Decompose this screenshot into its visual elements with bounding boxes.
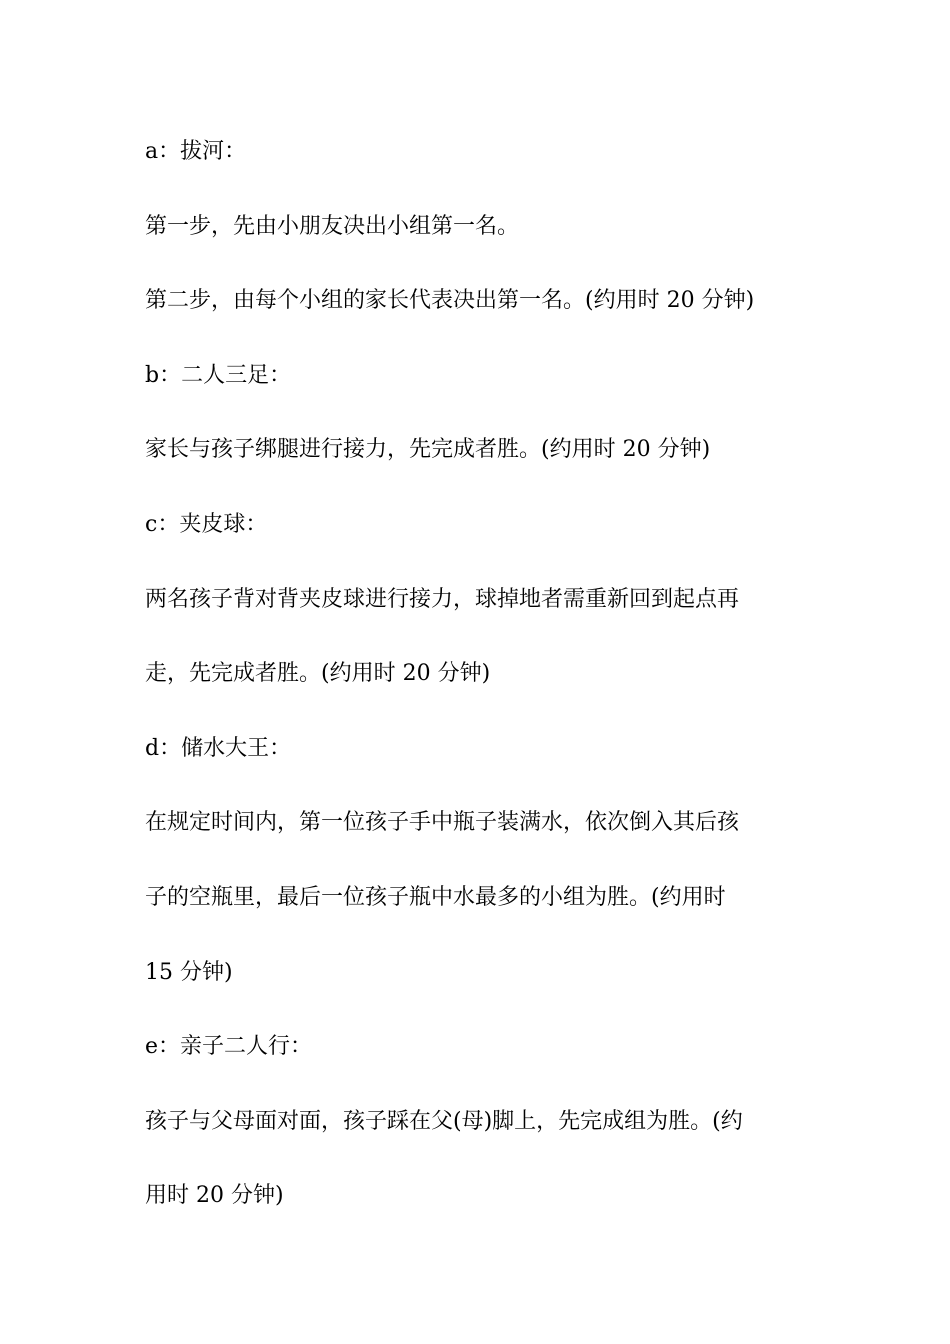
paragraph-line: 走，先完成者胜。(约用时 20 分钟) — [145, 661, 491, 687]
paragraph-line: 第一步，先由小朋友决出小组第一名。 — [145, 213, 520, 239]
section-heading-tug-of-war: a：拔河： — [145, 139, 247, 164]
paragraph-line: 第二步，由每个小组的家长代表决出第一名。(约用时 20 分钟) — [145, 288, 755, 314]
section-heading-three-legged: b：二人三足： — [145, 362, 292, 388]
section-heading-ball-relay: c：夹皮球： — [145, 511, 268, 537]
document-body — [145, 133, 825, 1252]
section-heading-parent-child-walk: e：亲子二人行： — [145, 1034, 313, 1060]
paragraph-line: 子的空瓶里，最后一位孩子瓶中水最多的小组为胜。(约用时 — [145, 884, 726, 910]
paragraph-line: 孩子与父母面对面，孩子踩在父(母)脚上，先完成组为胜。(约 — [145, 1108, 743, 1134]
paragraph-line: 在规定时间内，第一位孩子手中瓶子装满水，依次倒入其后孩 — [145, 810, 740, 836]
paragraph-line: 用时 20 分钟) — [145, 1183, 284, 1209]
paragraph-line: 家长与孩子绑腿进行接力，先完成者胜。(约用时 20 分钟) — [145, 437, 711, 463]
paragraph-line: 两名孩子背对背夹皮球进行接力，球掉地者需重新回到起点再 — [145, 586, 740, 612]
section-heading-water-storage: d：储水大王： — [145, 735, 292, 761]
paragraph-line: 15 分钟) — [145, 959, 233, 985]
